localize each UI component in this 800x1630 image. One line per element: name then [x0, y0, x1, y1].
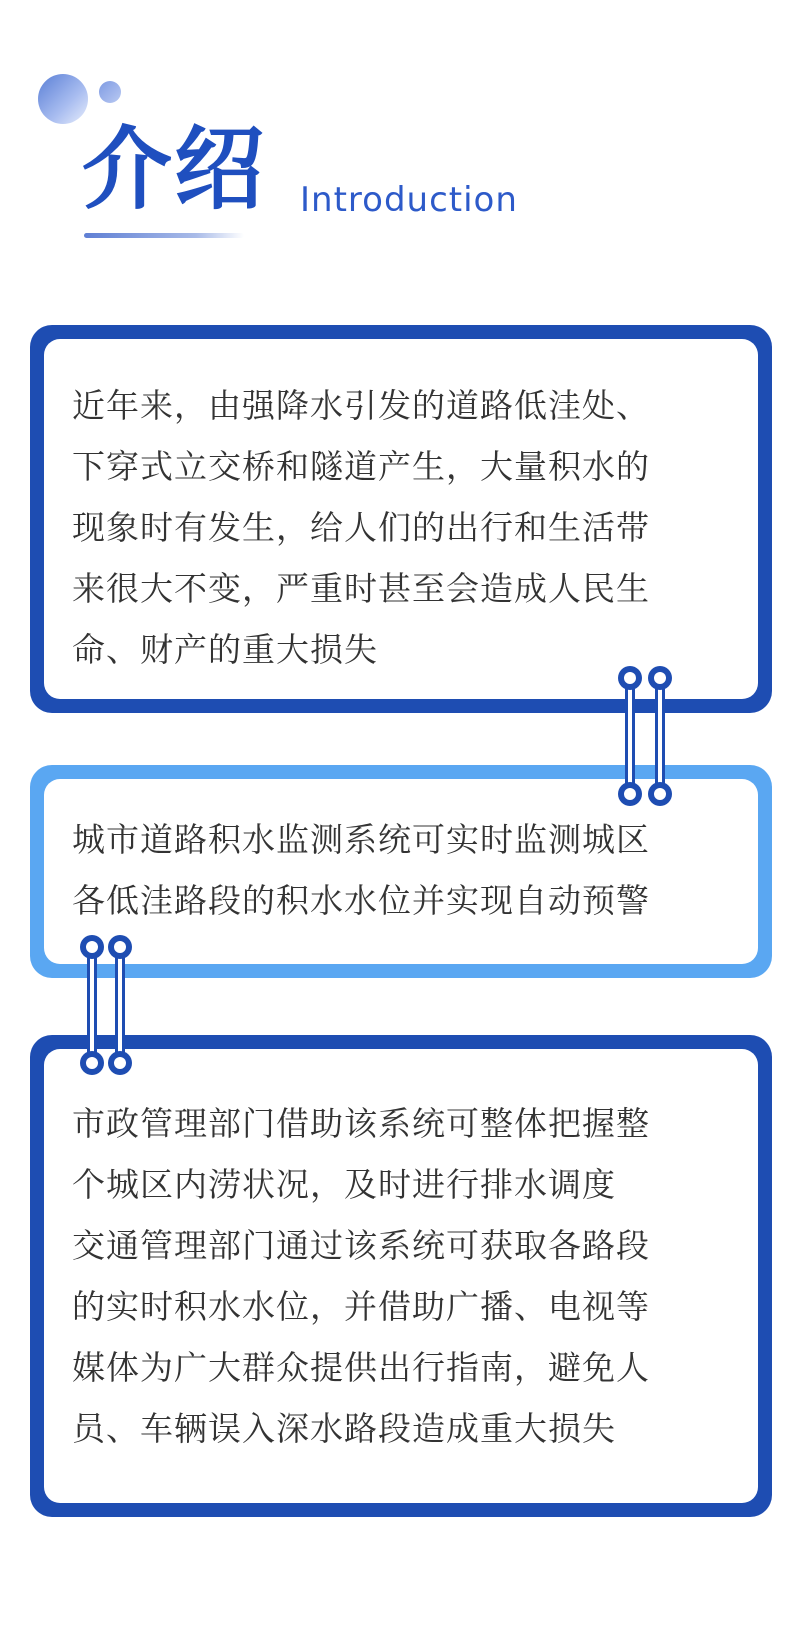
page-title: 介绍: [82, 117, 266, 222]
intro-card-1-text: 近年来，由强降水引发的道路低洼处、 下穿式立交桥和隧道产生，大量积水的 现象时有发生，给人们的出行和生活带 来很大不变，严重时甚至会造成人民生 命、财产的重大损失: [72, 386, 650, 669]
intro-card-3-panel: [44, 1049, 758, 1503]
intro-card-2-text: 城市道路积水监测系统可实时监测城区 各低洼路段的积水水位并实现自动预警: [72, 820, 650, 920]
card-connector-left: [80, 935, 160, 1075]
intro-card-3: [30, 1035, 772, 1517]
connector-rod: [80, 935, 104, 1075]
decor-bubble-large: [38, 74, 88, 124]
intro-card-1-panel: [44, 339, 758, 699]
title-underline: [84, 233, 244, 238]
intro-card-3-text: 市政管理部门借助该系统可整体把握整 个城区内涝状况，及时进行排水调度 交通管理部门通过该系统可获取各路段 的实时积水水位，并借助广播、电视等 媒体为广大群众提供出行指南，避免人 员、车辆误入深水路段造成重大损失: [72, 1104, 650, 1448]
card-connector-right: [618, 666, 698, 806]
page-subtitle: Introduction: [300, 180, 518, 220]
connector-rod: [108, 935, 132, 1075]
decor-bubble-small: [99, 81, 121, 103]
connector-rod: [648, 666, 672, 806]
intro-card-1: [30, 325, 772, 713]
connector-rod: [618, 666, 642, 806]
